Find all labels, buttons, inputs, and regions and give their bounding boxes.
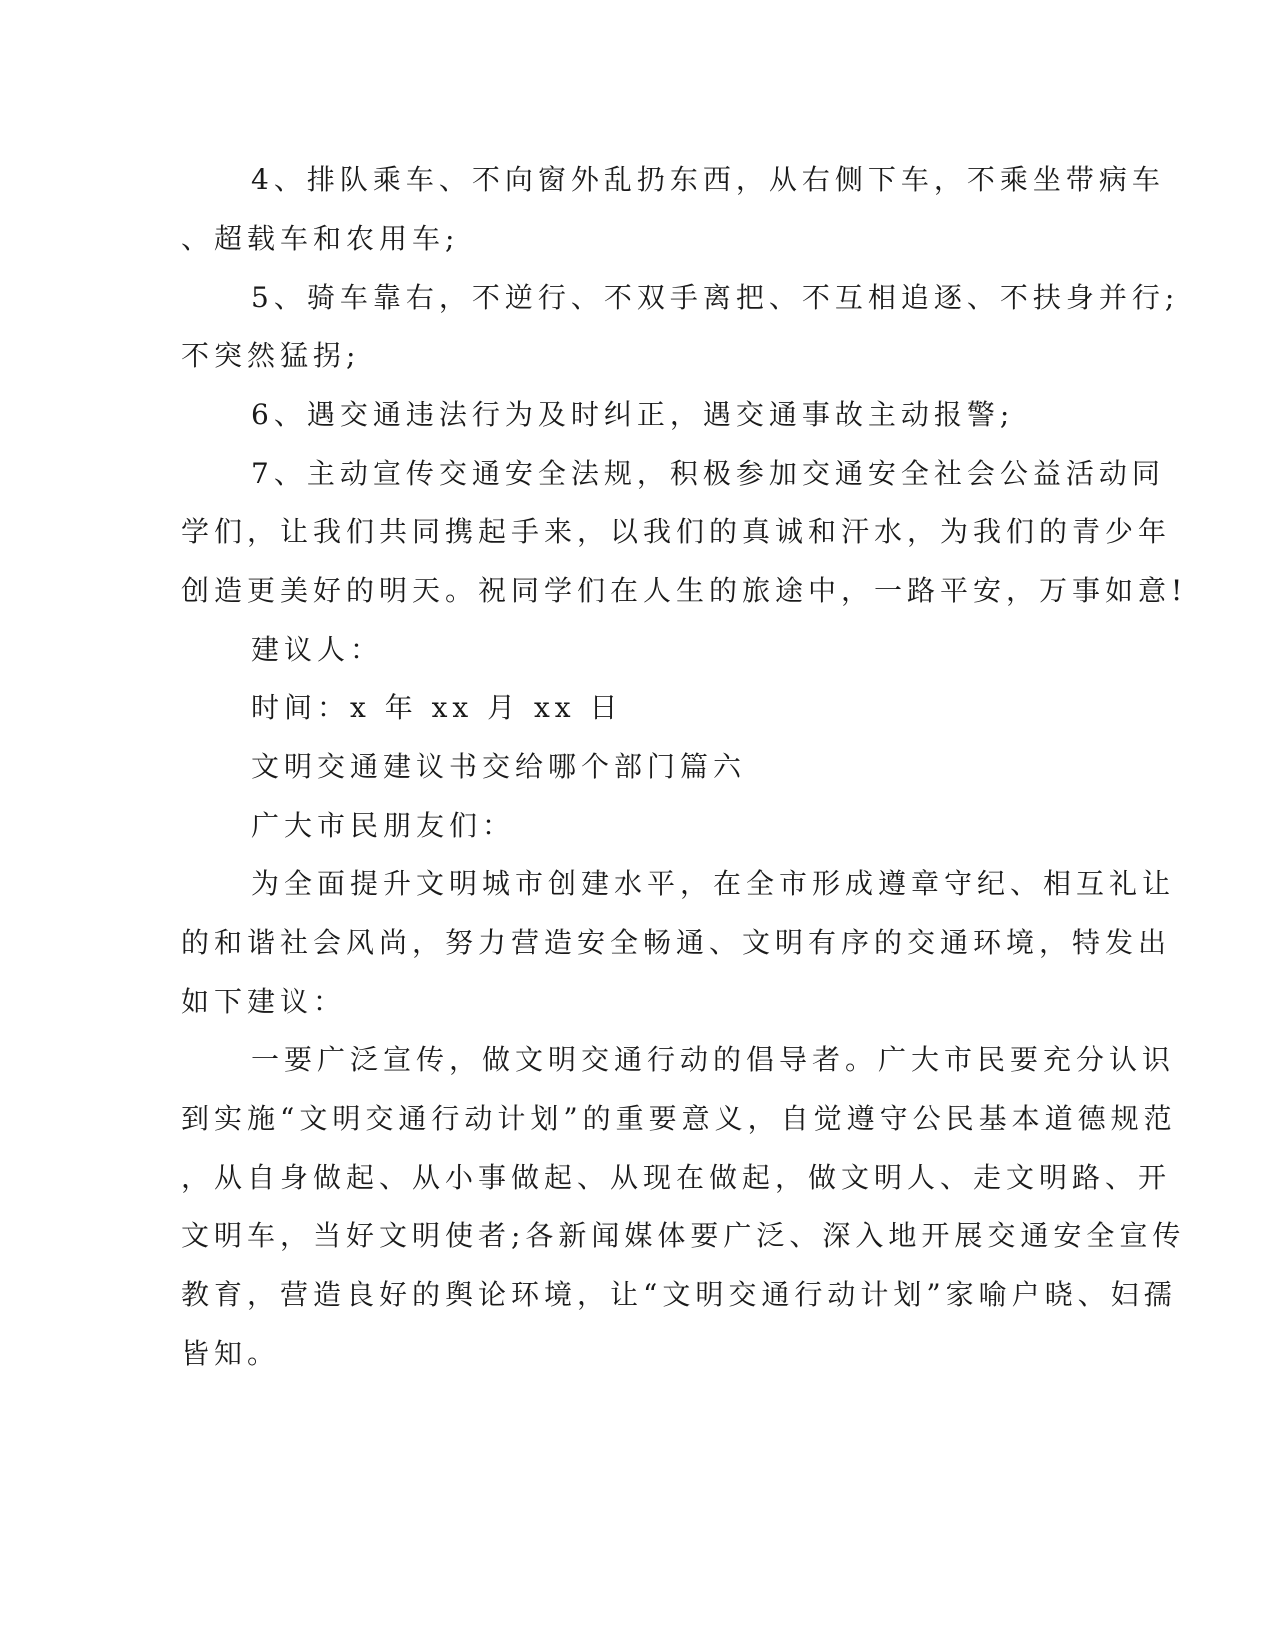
item-4-line-1: 4、排队乘车、不向窗外乱扔东西，从右侧下车，不乘坐带病车 xyxy=(251,163,1165,196)
point-1-line-2: 到实施“文明交通行动计划”的重要意义，自觉遵守公民基本道德规范 xyxy=(181,1102,1177,1135)
date-line: 时间：x 年 xx 月 xx 日 xyxy=(251,691,623,724)
item-7-line-1: 7、主动宣传交通安全法规，积极参加交通安全社会公益活动同 xyxy=(251,457,1165,490)
point-1-line-4: 文明车，当好文明使者;各新闻媒体要广泛、深入地开展交通安全宣传 xyxy=(181,1219,1186,1252)
intro-line-3: 如下建议： xyxy=(181,985,347,1018)
point-1-line-5: 教育，营造良好的舆论环境，让“文明交通行动计划”家喻户晓、妇孺 xyxy=(181,1278,1177,1311)
intro-line-2: 的和谐社会风尚，努力营造安全畅通、文明有序的交通环境，特发出 xyxy=(181,926,1172,959)
intro-line-1: 为全面提升文明城市创建水平，在全市形成遵章守纪、相互礼让 xyxy=(251,867,1176,900)
section-heading: 文明交通建议书交给哪个部门篇六 xyxy=(251,750,747,783)
item-7-line-2: 学们，让我们共同携起手来，以我们的真诚和汗水，为我们的青少年 xyxy=(181,515,1172,548)
item-5-line-2: 不突然猛拐; xyxy=(181,339,361,372)
item-5-line-1: 5、骑车靠右，不逆行、不双手离把、不互相追逐、不扶身并行; xyxy=(251,281,1180,314)
signer-label: 建议人： xyxy=(251,633,384,666)
item-6-line: 6、遇交通违法行为及时纠正，遇交通事故主动报警; xyxy=(251,398,1015,431)
item-4-line-2: 、超载车和农用车; xyxy=(181,222,460,255)
point-1-line-1: 一要广泛宣传，做文明交通行动的倡导者。广大市民要充分认识 xyxy=(251,1043,1176,1076)
point-1-line-3: ，从自身做起、从小事做起、从现在做起，做文明人、走文明路、开 xyxy=(181,1161,1172,1194)
salutation: 广大市民朋友们： xyxy=(251,809,516,842)
point-1-line-6: 皆知。 xyxy=(181,1337,281,1370)
item-7-line-3: 创造更美好的明天。祝同学们在人生的旅途中，一路平安，万事如意! xyxy=(181,574,1188,607)
